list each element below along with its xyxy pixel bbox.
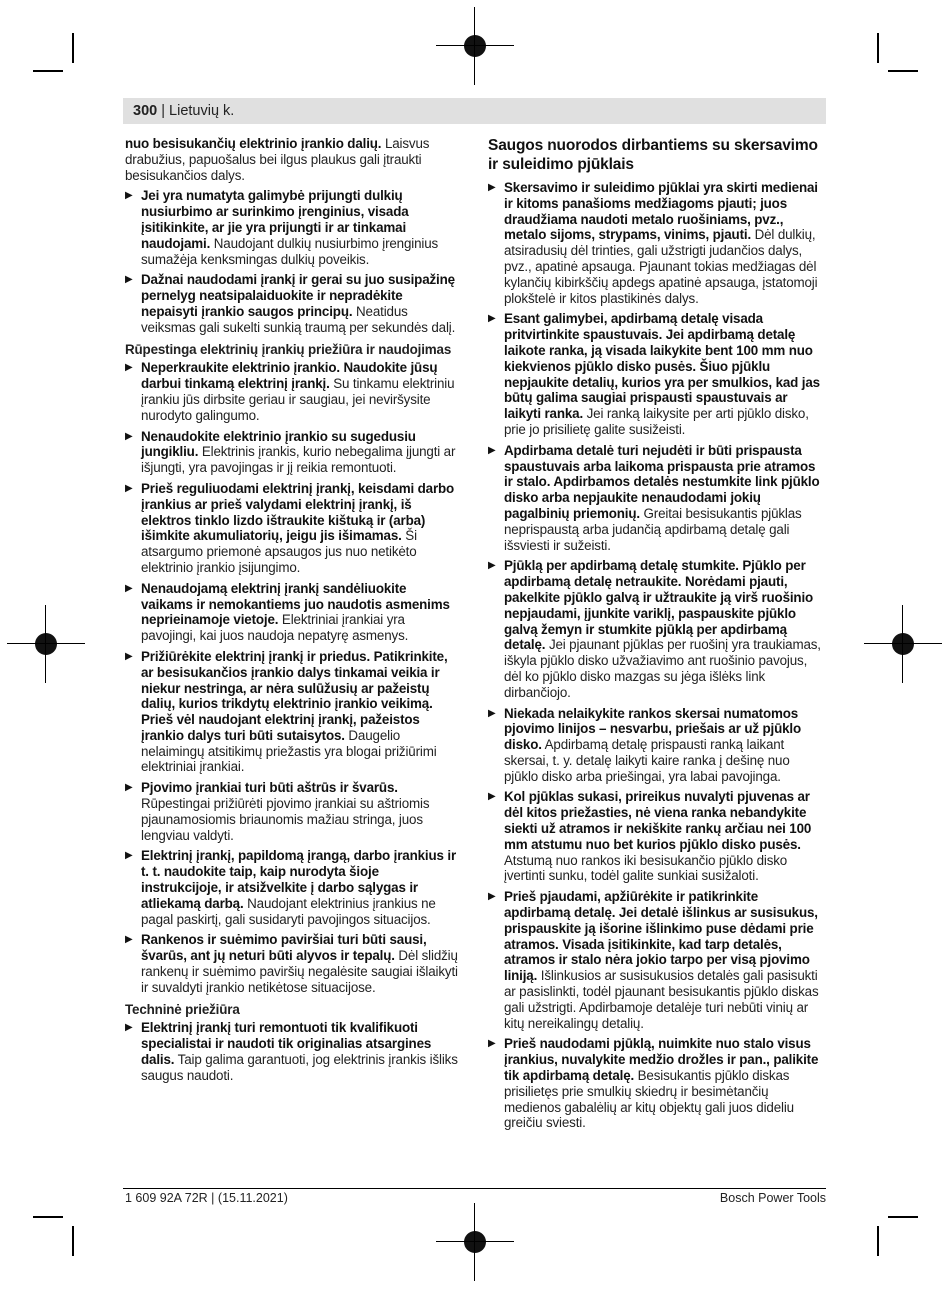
- intro-text: Laisvus drabužius, papuošalus bei ilgus plaukus gali įtraukti besisukančios dalys.: [125, 136, 430, 183]
- crop-mark: [72, 33, 74, 63]
- item-text: Naudojant dulkių nusiurbimo įrenginius sumažėja kenksmingas dulkių poveikis.: [141, 235, 439, 267]
- list-item: [488, 706, 826, 785]
- list-item: [488, 443, 826, 554]
- list-item: [125, 1020, 458, 1083]
- list-item: [125, 429, 458, 476]
- item-bold-text: Esant galimybei, apdirbamą detalę visada pritvirtinkite spaustuvais. Jei apdirbamą detalę laikote ranka, ją visada laikykite bent 100 mm nuo kiekvienos pjūklo disko pusės. Šiuo pjūklu nepjaukite detalių, kurios yra per smulkios, kad jas būtų galima saugiai prispausti spaustuvais ar laikyti ranka.: [504, 311, 820, 422]
- list-item: [488, 789, 826, 884]
- left-column: [125, 136, 458, 1089]
- item-bold-text: Pjūklą per apdirbamą detalę stumkite. Pjūklo per apdirbamą detalę netraukite. Norėdami pjauti, pakelkite pjūklo galvą ir užtraukite ją virš ruošinio nepjaudami, įjunkite variklį, paspauskite pjūklo galvą žemyn ir stumkite pjūklą per apdirbamą detalę.: [504, 558, 814, 653]
- item-bold-text: Neperkraukite elektrinio įrankio. Naudokite jūsų darbui tinkamą elektrinį įrankį.: [141, 360, 438, 392]
- footer-rule: [123, 1188, 826, 1189]
- item-text: Jei pjaunant pjūklas per ruošinį yra traukiamas, iškyla pjūklo disko užvažiavimo ant ruošinio pavojus, dėl ko pjūklo disko mazgas su jėga išlėks link dirbančiojo.: [504, 637, 821, 700]
- item-bold-text: Skersavimo ir suleidimo pjūklai yra skirti medienai ir kitoms panašioms medžiagoms pjauti; juos draudžiama naudoti metalo ruošiniams, pvz., metalo sijoms, strypams, vinims, pjauti.: [504, 180, 818, 243]
- item-text: Naudojant elektrinius įrankius ne pagal paskirtį, gali susidaryti pavojingos situacijos.: [141, 895, 436, 927]
- list-item: [488, 311, 826, 437]
- bullet-arrow-icon: ▶: [488, 182, 496, 193]
- header-language: | Lietuvių k.: [157, 103, 235, 119]
- page-header: [123, 98, 826, 124]
- crop-mark: [877, 1226, 879, 1256]
- list-item: [125, 848, 458, 927]
- bullet-arrow-icon: ▶: [125, 190, 133, 202]
- item-bold-text: Apdirbama detalė turi nejudėti ir būti prispausta spaustuvais arba laikoma prispausta prie atramos ir stalo. Apdirbamos detalės nestumkite link pjūklo disko arba nepjaukite nenaudodami jokių pagalbinių priemonių.: [504, 442, 820, 521]
- bullet-arrow-icon: ▶: [125, 362, 133, 374]
- bullet-arrow-icon: ▶: [125, 850, 133, 862]
- bullet-arrow-icon: ▶: [125, 482, 133, 494]
- bullet-arrow-icon: ▶: [125, 1022, 133, 1034]
- bullet-arrow-icon: ▶: [125, 782, 133, 794]
- list-item: [125, 581, 458, 644]
- bullet-arrow-icon: ▶: [488, 707, 496, 719]
- bullet-arrow-icon: ▶: [125, 430, 133, 442]
- item-bold-text: Nenaudokite elektrinio įrankio su sugedusiu jungikliu.: [141, 428, 416, 460]
- item-bold-text: Prižiūrėkite elektrinį įrankį ir priedus. Patikrinkite, ar besisukančios įrankio dalys tinkamai veikia ir niekur nestringa, ar nėra sulūžusių ar pažeistų dalių, kurios trikdytų elektrinio įrankio veikimą. Prieš vėl naudojant elektrinį įrankį, pažeistos įrankio dalys turi būti sutaisytos.: [141, 648, 448, 743]
- bullet-arrow-icon: ▶: [488, 791, 496, 803]
- item-bold-text: Dažnai naudodami įrankį ir gerai su juo susipažinę pernelyg neatsipalaiduokite ir nepradėkite nepaisyti įrankio saugos principų.: [141, 272, 455, 319]
- item-text: Daugelio nelaimingų atsitikimų priežastis yra blogai prižiūrimi elektriniai įrankiai.: [141, 727, 437, 775]
- list-item: [488, 180, 826, 306]
- intro-paragraph: [125, 136, 458, 183]
- item-text: Atstumą nuo rankos iki besisukančio pjūklo disko įvertinti sunku, todėl galite sunkiai susižaloti.: [504, 852, 788, 884]
- footer-doc-number: 1 609 92A 72R | (15.11.2021): [125, 1191, 288, 1205]
- list-item: [125, 481, 458, 576]
- item-text: Ši atsargumo priemonė apsaugos jus nuo netikėto elektrinio įrankio įsijungimo.: [141, 528, 417, 575]
- bullet-arrow-icon: ▶: [488, 313, 496, 325]
- list-item: [125, 780, 458, 843]
- registration-mark-bottom: [464, 1231, 486, 1253]
- item-text: Taip galima garantuoti, jog elektrinis įrankis išliks saugus naudoti.: [141, 1052, 458, 1083]
- crop-mark: [888, 1216, 918, 1218]
- item-text: Besisukantis pjūklo diskas prisilietęs prie smulkių skiedrų ir besimėtančių medienos gabalėlių ar kitų objektų gali juos dideliu greičiu sviesti.: [504, 1068, 794, 1131]
- item-text: Greitai besisukantis pjūklas neprispaustą arba judančią apdirbamą detalę gali išsviesti ir sužeisti.: [504, 505, 802, 553]
- item-bold-text: Elektrinį įrankį, papildomą įrangą, darbo įrankius ir t. t. naudokite taip, kaip nurodyta šioje instrukcijoje, ir atsižvelkite į darbo sąlygas ir atliekamą darbą.: [141, 848, 457, 911]
- footer-brand: Bosch Power Tools: [719, 1191, 826, 1205]
- crop-mark: [888, 70, 918, 72]
- bullet-arrow-icon: ▶: [488, 1038, 496, 1050]
- bullet-arrow-icon: ▶: [488, 560, 496, 572]
- item-bold-text: Jei yra numatyta galimybė prijungti dulkių nusiurbimo ar surinkimo įrenginius, visada įsitikinkite, ar jie yra prijungti ir ar tinkamai naudojami.: [141, 188, 409, 251]
- crop-mark: [72, 1226, 74, 1256]
- item-bold-text: Prieš reguliuodami elektrinį įrankį, keisdami darbo įrankius ar prieš valydami elektrinį įrankį, iš elektros tinklo lizdo ištraukite kištuką ir (arba) išimkite akumuliatorių, jeigu jis išimamas.: [141, 480, 455, 544]
- list-item: [488, 1036, 826, 1131]
- bullet-arrow-icon: ▶: [488, 444, 496, 456]
- list-item: [488, 558, 826, 700]
- item-bold-text: Prieš pjaudami, apžiūrėkite ir patikrinkite apdirbamą detalę. Jei detalė išlinkus ar susisukus, prispauskite ją išorine išlinkimo puse dėdami prie atramos. Visada įsitikinkite, kad tarp detalės, atramos ir stalo nėra jokio tarpo per visą pjovimo liniją.: [504, 889, 818, 984]
- item-text: Rūpestingai prižiūrėti pjovimo įrankiai su aštriomis pjaunamosiomis briaunomis mažiau stringa, juos lengviau valdyti.: [141, 796, 430, 843]
- registration-mark-left: [35, 633, 57, 655]
- item-text: Elektriniai įrankiai yra pavojingi, kai juos naudoja nepatyrę asmenys.: [141, 612, 409, 644]
- crop-mark: [877, 33, 879, 63]
- page-number: 300: [133, 103, 158, 119]
- section-title: Saugos nuorodos dirbantiems su skersavimo ir suleidimo pjūklais: [488, 137, 818, 173]
- registration-mark-right: [892, 633, 914, 655]
- section-heading: Rūpestinga elektrinių įrankių priežiūra ir naudojimas: [125, 341, 452, 357]
- item-bold-text: Elektrinį įrankį turi remontuoti tik kvalifikuoti specialistai ir naudoti tik originalias atsargines dalis.: [141, 1020, 432, 1068]
- item-text: Neatidus veiksmas gali sukelti sunkią traumą per sekundės dalį.: [141, 303, 456, 335]
- item-bold-text: Rankenos ir suėmimo paviršiai turi būti sausi, švarūs, ant jų neturi būti alyvos ir tepalų.: [141, 932, 427, 964]
- section-heading: Techninė priežiūra: [125, 1001, 240, 1017]
- bullet-arrow-icon: ▶: [125, 650, 133, 662]
- list-item: [488, 889, 826, 1031]
- bullet-arrow-icon: ▶: [488, 891, 496, 903]
- bullet-arrow-icon: ▶: [125, 582, 133, 594]
- item-text: Elektrinis įrankis, kurio nebegalima įjungti ar išjungti, yra pavojingas ir jį reikia remontuoti.: [141, 444, 456, 476]
- intro-bold: nuo besisukančių elektrinio įrankio dalių.: [125, 136, 382, 151]
- item-bold-text: Prieš naudodami pjūklą, nuimkite nuo stalo visus įrankius, nuvalykite medžio drožles ir pan., palikite tik apdirbamą detalę.: [504, 1036, 819, 1084]
- list-item: [125, 360, 458, 423]
- item-bold-text: Kol pjūklas sukasi, prireikus nuvalyti pjuvenas ar dėl kitos priežasties, nė viena ranka nebandykite siekti už atramos ir nekiškite rankų arčiau nei 100 mm atstumu nuo bet kurios pjūklo disko pusės.: [504, 789, 812, 852]
- list-item: [125, 188, 458, 267]
- registration-mark-top: [464, 35, 486, 57]
- item-text: Su tinkamu elektriniu įrankiu jūs dirbsite geriau ir saugiau, jei neviršysite nurodyto galingumo.: [141, 376, 455, 423]
- bullet-arrow-icon: ▶: [125, 274, 133, 286]
- item-bold-text: Pjovimo įrankiai turi būti aštrūs ir švarūs.: [141, 780, 398, 796]
- bullet-arrow-icon: ▶: [125, 934, 133, 946]
- list-item: [125, 932, 458, 995]
- item-text: Dėl dulkių, atsiradusių dėl trinties, gali užstrigti judančios dalys, pvz., apatinė apsauga. Pjaunant tokias medžiagas dėl kylančių kibirkščių apdegs apatinė apsauga, įstatomoji plokštelė ir kitos plastikinės dalys.: [504, 227, 818, 306]
- item-text: Jei ranką laikysite per arti pjūklo disko, prie jo prisilietę galite susižeisti.: [504, 406, 809, 437]
- item-text: Apdirbamą detalę prispausti ranką laikant skersai, t. y. detalę laikyti kaire ranka į dešinę nuo pjūklo disko arba priešingai, yra labai pavojinga.: [504, 737, 790, 784]
- crop-mark: [33, 70, 63, 72]
- right-column: [488, 136, 826, 1136]
- list-item: [125, 272, 458, 335]
- list-item: [125, 649, 458, 775]
- crop-mark: [33, 1216, 63, 1218]
- item-bold-text: Niekada nelaikykite rankos skersai numatomos pjovimo linijos – nesvarbu, priešais ar už pjūklo disko.: [504, 705, 801, 753]
- item-bold-text: Nenaudojamą elektrinį įrankį sandėliuokite vaikams ir nemokantiems juo naudotis asmenims neprieinamoje vietoje.: [141, 580, 450, 628]
- item-text: Išlinkusios ar susisukusios detalės gali pasisukti ar pasislinkti, todėl pjaunant besisukantis pjūklo diskas gali užstrigti. Apdirbamoje detalėje turi nebūti vinių ar kitų nereikalingų detalių.: [504, 968, 819, 1031]
- item-text: Dėl slidžių rankenų ir suėmimo paviršių negalėsite saugiai išlaikyti ir suvaldyti įrankio netikėtose situacijose.: [141, 948, 458, 995]
